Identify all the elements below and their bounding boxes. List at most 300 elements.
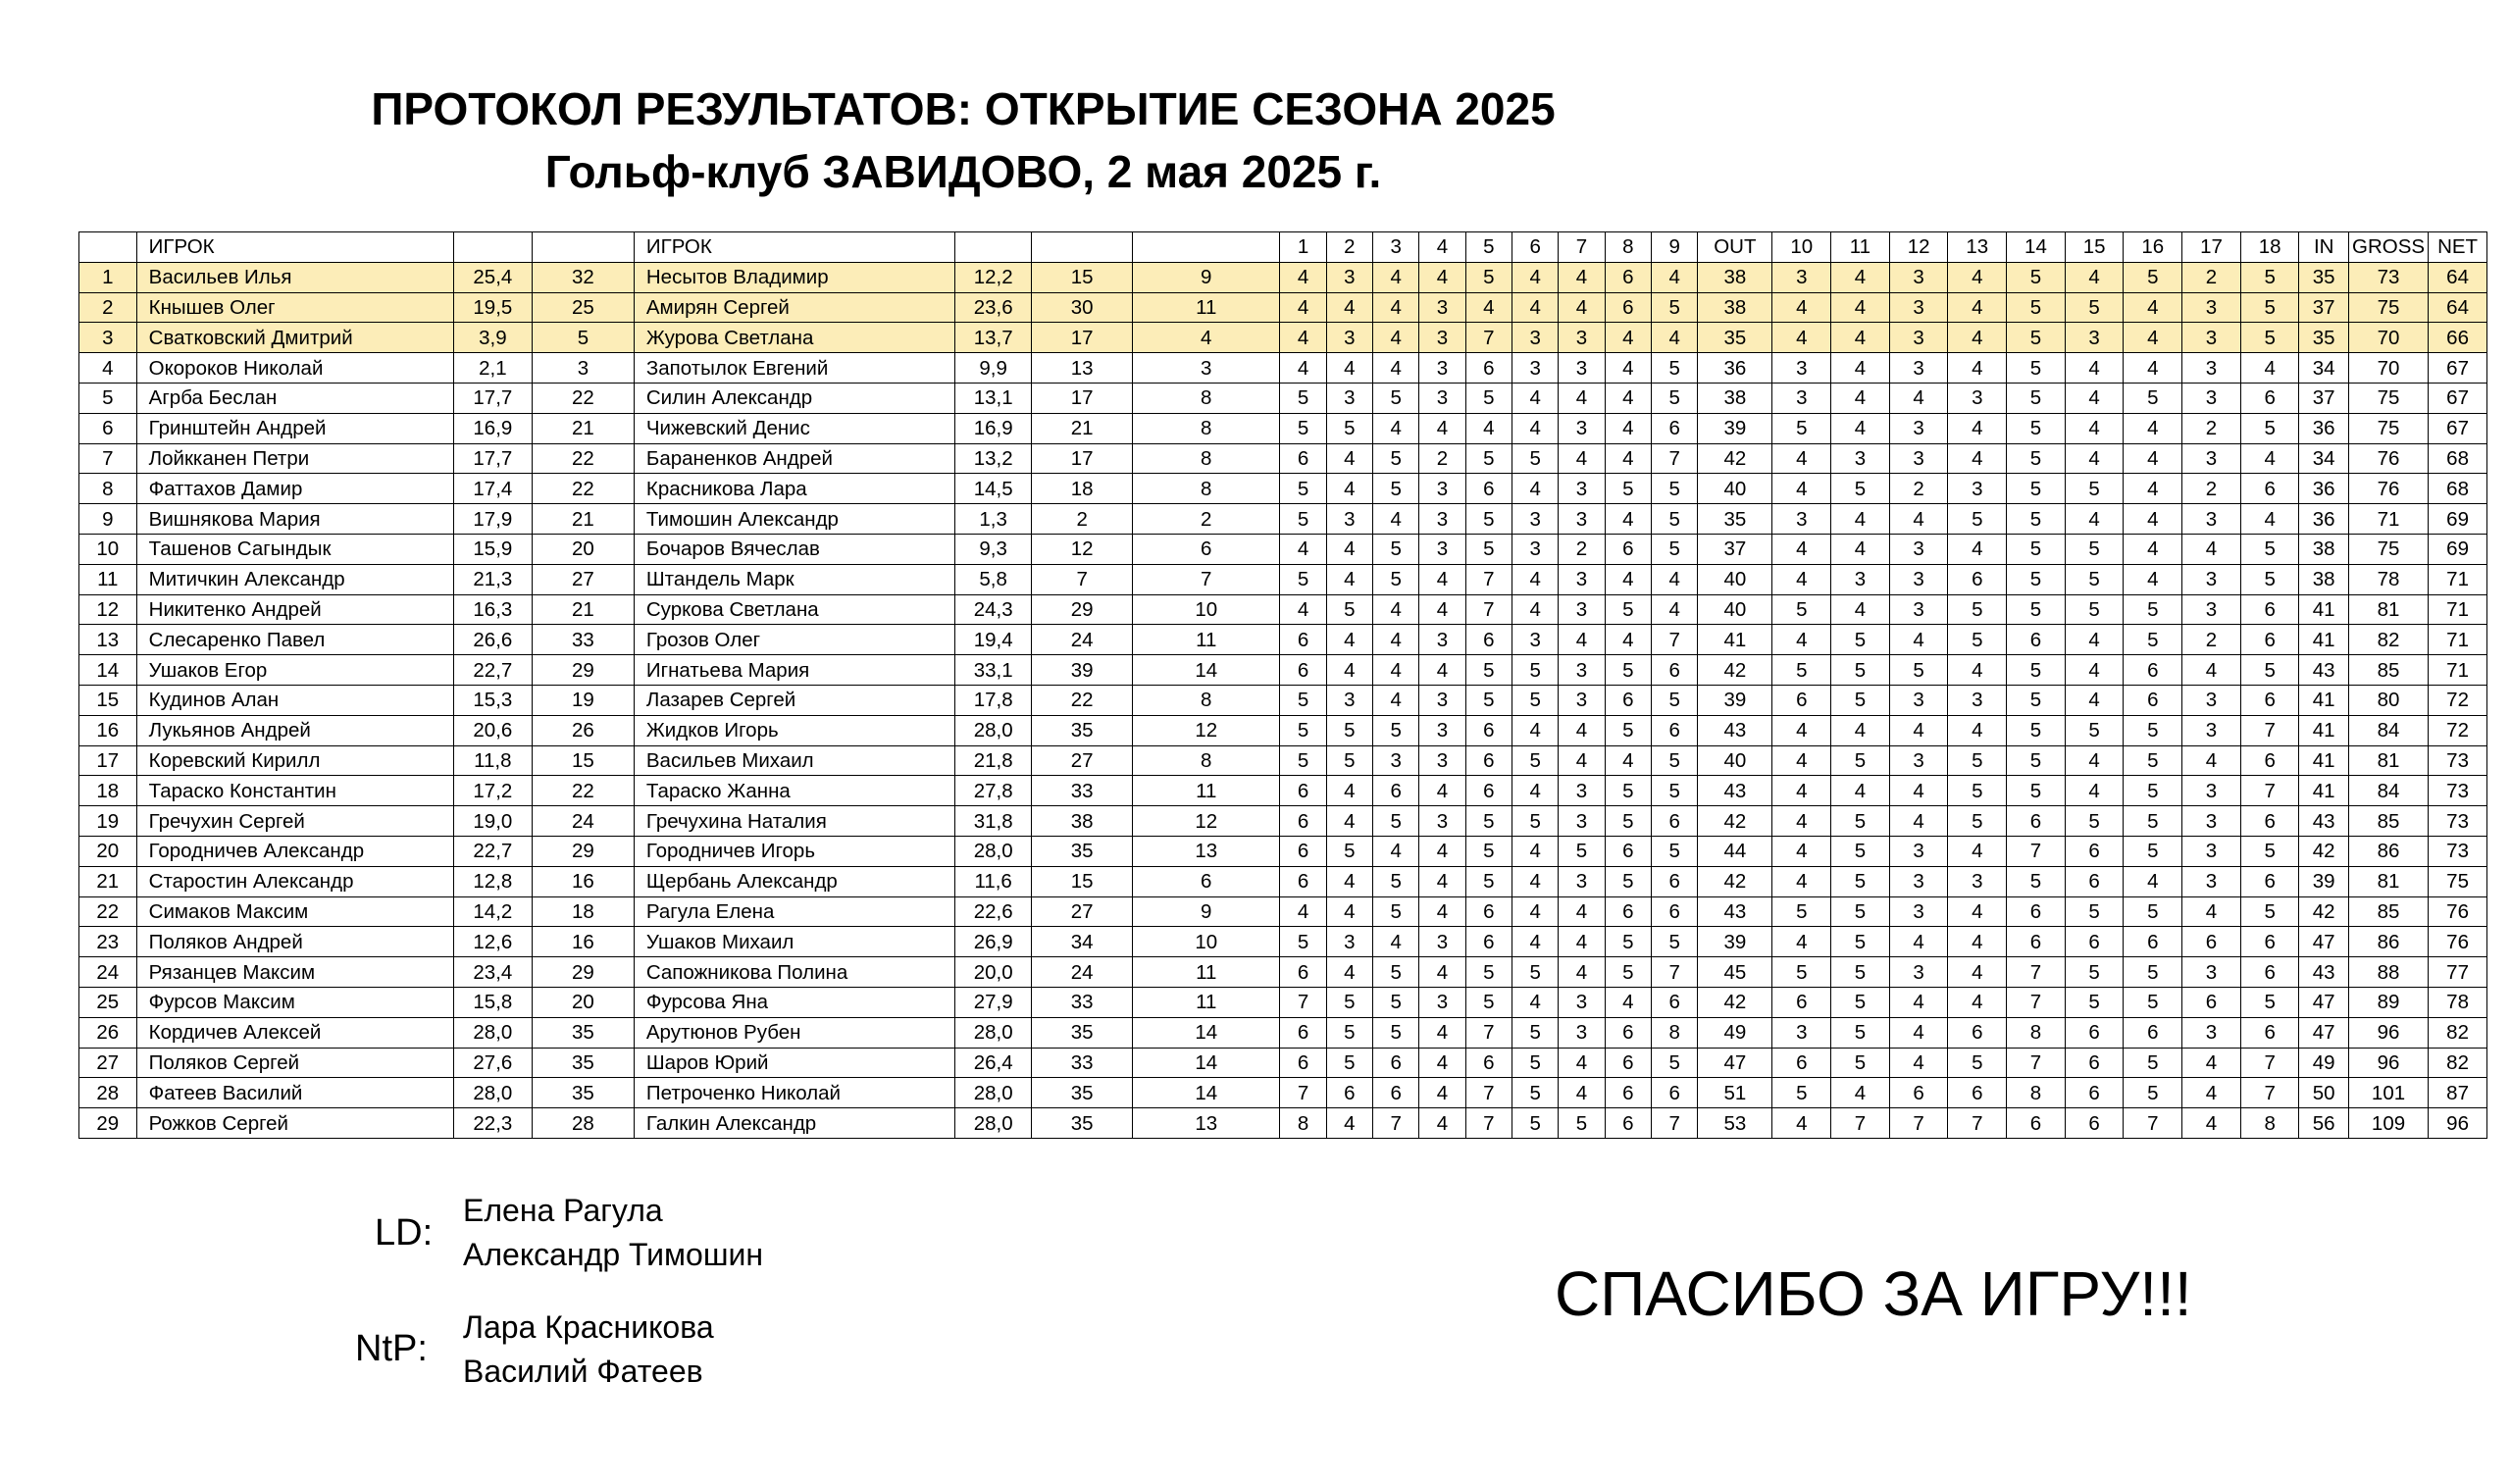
table-cell: 4 bbox=[1133, 323, 1280, 353]
table-cell: 4 bbox=[1512, 594, 1559, 625]
table-cell: 3 bbox=[1889, 534, 1948, 564]
table-cell: Фурсов Максим bbox=[136, 987, 453, 1017]
table-cell: 28,0 bbox=[955, 836, 1032, 866]
table-cell: 4 bbox=[1772, 836, 1831, 866]
table-cell: 5 bbox=[1605, 866, 1651, 896]
table-cell: 5 bbox=[1465, 443, 1512, 474]
table-cell: 27 bbox=[79, 1048, 137, 1078]
table-cell: 42 bbox=[1698, 987, 1772, 1017]
table-cell: 3 bbox=[2182, 806, 2241, 837]
table-cell: 6 bbox=[79, 413, 137, 443]
table-cell: 11 bbox=[1133, 957, 1280, 988]
table-cell: 6 bbox=[1889, 1078, 1948, 1108]
table-cell: 5 bbox=[2007, 504, 2066, 535]
table-cell: 7 bbox=[1280, 1078, 1326, 1108]
table-cell: 4 bbox=[1326, 474, 1372, 504]
table-cell: 4 bbox=[2124, 504, 2182, 535]
table-cell: 4 bbox=[1772, 323, 1831, 353]
table-row bbox=[79, 534, 2487, 564]
table-row bbox=[79, 896, 2487, 927]
table-cell: 4 bbox=[2240, 353, 2299, 384]
table-cell: 4 bbox=[1512, 715, 1559, 745]
table-cell: Амирян Сергей bbox=[634, 292, 954, 323]
table-cell: 5 bbox=[2124, 1078, 2182, 1108]
table-cell: 4 bbox=[1326, 292, 1372, 323]
table-cell: 5 bbox=[1465, 836, 1512, 866]
table-cell: 5 bbox=[1373, 1017, 1419, 1048]
table-cell: 4 bbox=[1512, 927, 1559, 957]
table-cell: 5 bbox=[1373, 957, 1419, 988]
table-cell: 5 bbox=[1280, 685, 1326, 715]
table-cell: 6 bbox=[2240, 806, 2299, 837]
table-cell: 3 bbox=[2182, 292, 2241, 323]
table-cell: 5 bbox=[1831, 745, 1890, 776]
table-cell: 5 bbox=[1465, 685, 1512, 715]
table-cell: Митичкин Александр bbox=[136, 564, 453, 594]
table-cell: 3 bbox=[2182, 866, 2241, 896]
column-header: 2 bbox=[1326, 232, 1372, 263]
column-header: NET bbox=[2429, 232, 2487, 263]
table-row bbox=[79, 1048, 2487, 1078]
table-cell: 4 bbox=[1419, 413, 1465, 443]
table-cell: 3 bbox=[2065, 323, 2124, 353]
table-cell: 5 bbox=[1651, 292, 1697, 323]
table-cell: 5 bbox=[1948, 594, 2007, 625]
table-cell: 17,4 bbox=[453, 474, 532, 504]
ld-label: LD: bbox=[375, 1212, 434, 1254]
table-cell: 22 bbox=[1032, 685, 1133, 715]
table-cell: 5 bbox=[1326, 745, 1372, 776]
column-header: GROSS bbox=[2348, 232, 2428, 263]
table-cell: 8 bbox=[1651, 1017, 1697, 1048]
table-cell: 4 bbox=[1512, 383, 1559, 413]
thank-you-message: СПАСИБО ЗА ИГРУ!!! bbox=[1555, 1258, 2192, 1329]
table-cell: 26,9 bbox=[955, 927, 1032, 957]
table-cell: 89 bbox=[2348, 987, 2428, 1017]
table-cell: 2 bbox=[1559, 534, 1605, 564]
table-cell: 29 bbox=[532, 957, 634, 988]
table-cell: 56 bbox=[2299, 1108, 2348, 1139]
table-cell: 4 bbox=[1512, 836, 1559, 866]
table-cell: 4 bbox=[1373, 413, 1419, 443]
table-cell: 5 bbox=[1280, 745, 1326, 776]
table-cell: 77 bbox=[2429, 957, 2487, 988]
table-cell: 3,9 bbox=[453, 323, 532, 353]
table-cell: 4 bbox=[1512, 292, 1559, 323]
table-cell: 3 bbox=[2182, 715, 2241, 745]
table-cell: 5 bbox=[1772, 594, 1831, 625]
table-cell: 9 bbox=[79, 504, 137, 535]
table-cell: 4 bbox=[1373, 262, 1419, 292]
table-cell: 5 bbox=[1831, 896, 1890, 927]
table-cell: 5 bbox=[1512, 655, 1559, 686]
table-cell: 6 bbox=[1948, 564, 2007, 594]
table-cell: 69 bbox=[2429, 534, 2487, 564]
table-cell: 2 bbox=[1419, 443, 1465, 474]
table-cell: 5 bbox=[2007, 564, 2066, 594]
table-cell: 4 bbox=[1419, 262, 1465, 292]
table-cell: 22,6 bbox=[955, 896, 1032, 927]
table-cell: 13 bbox=[1133, 1108, 1280, 1139]
table-cell: 5 bbox=[1465, 262, 1512, 292]
table-cell: 87 bbox=[2429, 1078, 2487, 1108]
table-cell: 47 bbox=[2299, 927, 2348, 957]
table-cell: 5 bbox=[1559, 1108, 1605, 1139]
table-cell: 16,9 bbox=[955, 413, 1032, 443]
table-cell: 6 bbox=[1373, 1048, 1419, 1078]
table-cell: 3 bbox=[1889, 866, 1948, 896]
table-cell: 4 bbox=[1889, 383, 1948, 413]
table-cell: 15 bbox=[532, 745, 634, 776]
table-cell: 3 bbox=[1772, 1017, 1831, 1048]
table-cell: 5 bbox=[2240, 836, 2299, 866]
table-cell: 81 bbox=[2348, 866, 2428, 896]
table-cell: 6 bbox=[1651, 1078, 1697, 1108]
table-cell: 6 bbox=[1605, 896, 1651, 927]
table-cell: 1 bbox=[79, 262, 137, 292]
column-header: 13 bbox=[1948, 232, 2007, 263]
table-cell: 5 bbox=[2065, 987, 2124, 1017]
table-cell: 6 bbox=[1465, 715, 1512, 745]
column-header: 3 bbox=[1373, 232, 1419, 263]
table-cell: 3 bbox=[1326, 504, 1372, 535]
table-cell: 22 bbox=[79, 896, 137, 927]
table-cell: Старостин Александр bbox=[136, 866, 453, 896]
table-cell: 70 bbox=[2348, 353, 2428, 384]
table-cell: 38 bbox=[1698, 383, 1772, 413]
table-cell: Поляков Сергей bbox=[136, 1048, 453, 1078]
table-cell: Ушаков Егор bbox=[136, 655, 453, 686]
table-cell: 41 bbox=[2299, 685, 2348, 715]
table-row bbox=[79, 715, 2487, 745]
table-cell: 41 bbox=[2299, 745, 2348, 776]
table-cell: 5 bbox=[2124, 715, 2182, 745]
table-cell: 8 bbox=[1133, 474, 1280, 504]
table-cell: 4 bbox=[1326, 896, 1372, 927]
table-cell: 5 bbox=[1948, 625, 2007, 655]
table-cell: 71 bbox=[2429, 625, 2487, 655]
table-cell: Васильев Михаил bbox=[634, 745, 954, 776]
table-cell: 5 bbox=[2007, 866, 2066, 896]
table-cell: 4 bbox=[1326, 443, 1372, 474]
table-cell: 5 bbox=[1651, 504, 1697, 535]
table-cell: 8 bbox=[1133, 383, 1280, 413]
table-cell: 19 bbox=[79, 806, 137, 837]
table-cell: 22 bbox=[532, 776, 634, 806]
table-cell: 3 bbox=[79, 323, 137, 353]
table-row bbox=[79, 443, 2487, 474]
table-cell: 40 bbox=[1698, 745, 1772, 776]
table-cell: 5 bbox=[1651, 745, 1697, 776]
table-cell: 4 bbox=[1948, 262, 2007, 292]
table-cell: 7 bbox=[1465, 323, 1512, 353]
table-cell: 14 bbox=[1133, 1048, 1280, 1078]
table-cell: 14 bbox=[1133, 655, 1280, 686]
table-cell: 3 bbox=[1772, 262, 1831, 292]
table-cell: 5 bbox=[1465, 383, 1512, 413]
ntp-winner: Лара Красникова bbox=[463, 1309, 714, 1345]
table-cell: 33 bbox=[1032, 1048, 1133, 1078]
table-cell: 5 bbox=[2007, 534, 2066, 564]
table-cell: 21 bbox=[1032, 413, 1133, 443]
table-cell: 4 bbox=[1280, 896, 1326, 927]
table-cell: 4 bbox=[2182, 1108, 2241, 1139]
table-cell: 96 bbox=[2429, 1108, 2487, 1139]
table-cell: 4 bbox=[1419, 655, 1465, 686]
table-cell: 5 bbox=[2240, 564, 2299, 594]
table-cell: 72 bbox=[2429, 715, 2487, 745]
table-cell: 11,8 bbox=[453, 745, 532, 776]
table-cell: 39 bbox=[1698, 413, 1772, 443]
table-cell: 4 bbox=[1326, 564, 1372, 594]
table-cell: 35 bbox=[1032, 1108, 1133, 1139]
table-cell: 4 bbox=[1772, 474, 1831, 504]
table-cell: 6 bbox=[1651, 987, 1697, 1017]
table-cell: 7 bbox=[1651, 957, 1697, 988]
table-cell: 6 bbox=[1605, 1078, 1651, 1108]
table-cell: 68 bbox=[2429, 474, 2487, 504]
table-cell: 3 bbox=[1419, 353, 1465, 384]
table-cell: 4 bbox=[1280, 262, 1326, 292]
table-cell: 12 bbox=[1032, 534, 1133, 564]
table-cell: 4 bbox=[1651, 594, 1697, 625]
table-cell: 9,9 bbox=[955, 353, 1032, 384]
table-cell: 16 bbox=[79, 715, 137, 745]
table-cell: 24 bbox=[1032, 957, 1133, 988]
ld-winner: Елена Рагула bbox=[463, 1193, 663, 1228]
table-cell: 6 bbox=[1326, 1078, 1372, 1108]
table-cell: 3 bbox=[2182, 443, 2241, 474]
table-cell: 4 bbox=[1326, 655, 1372, 686]
table-row bbox=[79, 987, 2487, 1017]
table-cell: 7 bbox=[1948, 1108, 2007, 1139]
table-cell: 39 bbox=[2299, 866, 2348, 896]
table-cell: 4 bbox=[1831, 353, 1890, 384]
table-cell: 3 bbox=[1889, 836, 1948, 866]
table-cell: 6 bbox=[1465, 353, 1512, 384]
table-cell: Кнышев Олег bbox=[136, 292, 453, 323]
table-cell: 6 bbox=[2240, 866, 2299, 896]
table-cell: 5 bbox=[1512, 806, 1559, 837]
table-cell: 6 bbox=[1651, 655, 1697, 686]
table-cell: 3 bbox=[1373, 745, 1419, 776]
table-cell: Лойкканен Петри bbox=[136, 443, 453, 474]
table-cell: 4 bbox=[1948, 292, 2007, 323]
table-cell: 4 bbox=[2240, 443, 2299, 474]
table-cell: Кудинов Алан bbox=[136, 685, 453, 715]
table-cell: 86 bbox=[2348, 927, 2428, 957]
table-cell: 4 bbox=[1559, 383, 1605, 413]
table-cell: 5 bbox=[1512, 685, 1559, 715]
table-cell: 4 bbox=[1373, 685, 1419, 715]
table-cell: 5 bbox=[2240, 292, 2299, 323]
table-cell: 28,0 bbox=[955, 715, 1032, 745]
table-cell: 3 bbox=[1512, 323, 1559, 353]
table-cell: 3 bbox=[1889, 292, 1948, 323]
table-cell: 5 bbox=[1512, 745, 1559, 776]
column-header bbox=[532, 232, 634, 263]
table-cell: 18 bbox=[79, 776, 137, 806]
table-cell: 33 bbox=[1032, 987, 1133, 1017]
table-cell: Фурсова Яна bbox=[634, 987, 954, 1017]
table-cell: 4 bbox=[1326, 353, 1372, 384]
table-cell: 3 bbox=[1326, 685, 1372, 715]
table-cell: 4 bbox=[1559, 625, 1605, 655]
table-cell: 2 bbox=[1889, 474, 1948, 504]
table-cell: 19,4 bbox=[955, 625, 1032, 655]
table-cell: 5 bbox=[1831, 1048, 1890, 1078]
table-cell: 21 bbox=[79, 866, 137, 896]
table-cell: 5 bbox=[1605, 957, 1651, 988]
table-row bbox=[79, 806, 2487, 837]
table-cell: 4 bbox=[2065, 685, 2124, 715]
table-cell: 5 bbox=[1280, 413, 1326, 443]
table-cell: 4 bbox=[1772, 866, 1831, 896]
table-cell: 6 bbox=[2240, 594, 2299, 625]
table-cell: 5 bbox=[1605, 655, 1651, 686]
table-cell: 6 bbox=[1280, 655, 1326, 686]
table-cell: 13,2 bbox=[955, 443, 1032, 474]
table-cell: 4 bbox=[1772, 534, 1831, 564]
table-cell: 20 bbox=[532, 534, 634, 564]
table-cell: 17,9 bbox=[453, 504, 532, 535]
table-cell: 3 bbox=[1326, 262, 1372, 292]
table-cell: 67 bbox=[2429, 413, 2487, 443]
table-cell: 5 bbox=[1651, 474, 1697, 504]
table-cell: 5 bbox=[1326, 1048, 1372, 1078]
table-cell: 9 bbox=[1133, 262, 1280, 292]
table-cell: 7 bbox=[1465, 594, 1512, 625]
table-cell: 80 bbox=[2348, 685, 2428, 715]
table-row bbox=[79, 1078, 2487, 1108]
table-cell: 3 bbox=[1559, 866, 1605, 896]
table-cell: 5 bbox=[2124, 594, 2182, 625]
table-cell: Суркова Светлана bbox=[634, 594, 954, 625]
table-cell: Гринштейн Андрей bbox=[136, 413, 453, 443]
table-cell: 6 bbox=[1465, 745, 1512, 776]
table-header-row bbox=[79, 232, 2487, 263]
table-cell: 13 bbox=[1133, 836, 1280, 866]
table-cell: 10 bbox=[79, 534, 137, 564]
table-cell: 7 bbox=[1465, 1108, 1512, 1139]
table-cell: 4 bbox=[1419, 836, 1465, 866]
table-row bbox=[79, 262, 2487, 292]
table-row bbox=[79, 745, 2487, 776]
table-cell: 4 bbox=[2065, 655, 2124, 686]
table-cell: 5 bbox=[1512, 1078, 1559, 1108]
table-cell: Фатеев Василий bbox=[136, 1078, 453, 1108]
table-cell: 4 bbox=[1559, 715, 1605, 745]
table-cell: 88 bbox=[2348, 957, 2428, 988]
table-cell: 6 bbox=[2240, 383, 2299, 413]
results-table bbox=[78, 231, 2487, 1139]
table-cell: 5 bbox=[1559, 836, 1605, 866]
table-cell: 5 bbox=[2065, 474, 2124, 504]
table-cell: 3 bbox=[1559, 564, 1605, 594]
table-cell: 4 bbox=[1831, 383, 1890, 413]
table-cell: 4 bbox=[1605, 987, 1651, 1017]
table-cell: 21 bbox=[532, 413, 634, 443]
table-row bbox=[79, 353, 2487, 384]
table-cell: 5 bbox=[1772, 655, 1831, 686]
table-cell: 4 bbox=[2124, 353, 2182, 384]
table-cell: 5 bbox=[1373, 474, 1419, 504]
table-cell: 27 bbox=[1032, 745, 1133, 776]
table-cell: 42 bbox=[2299, 896, 2348, 927]
table-cell: 4 bbox=[1772, 1108, 1831, 1139]
table-cell: 21 bbox=[532, 504, 634, 535]
table-cell: 11 bbox=[1133, 776, 1280, 806]
table-cell: 2,1 bbox=[453, 353, 532, 384]
table-cell: 5 bbox=[1373, 383, 1419, 413]
table-cell: 4 bbox=[1651, 564, 1697, 594]
table-cell: 7 bbox=[1133, 564, 1280, 594]
table-cell: 5 bbox=[1772, 1078, 1831, 1108]
page-subtitle: Гольф-клуб ЗАВИДОВО, 2 мая 2025 г. bbox=[544, 146, 1382, 197]
table-cell: 9 bbox=[1133, 896, 1280, 927]
table-cell: 5 bbox=[1605, 776, 1651, 806]
column-header: IN bbox=[2299, 232, 2348, 263]
table-cell: 5 bbox=[2124, 745, 2182, 776]
table-cell: 35 bbox=[1698, 323, 1772, 353]
table-cell: 6 bbox=[1465, 625, 1512, 655]
table-cell: 5 bbox=[1651, 1048, 1697, 1078]
table-cell: 5 bbox=[2065, 534, 2124, 564]
table-cell: 6 bbox=[1651, 806, 1697, 837]
table-row bbox=[79, 594, 2487, 625]
table-cell: 4 bbox=[1605, 413, 1651, 443]
table-cell: 3 bbox=[1889, 353, 1948, 384]
table-cell: 3 bbox=[1772, 383, 1831, 413]
table-cell: 5 bbox=[2124, 836, 2182, 866]
table-cell: Рагула Елена bbox=[634, 896, 954, 927]
table-cell: Грозов Олег bbox=[634, 625, 954, 655]
table-cell: 15,3 bbox=[453, 685, 532, 715]
table-cell: 29 bbox=[79, 1108, 137, 1139]
table-cell: 47 bbox=[2299, 987, 2348, 1017]
table-cell: 84 bbox=[2348, 776, 2428, 806]
table-cell: 2 bbox=[2182, 413, 2241, 443]
table-cell: 5 bbox=[2065, 806, 2124, 837]
table-cell: 5 bbox=[2240, 534, 2299, 564]
table-row bbox=[79, 836, 2487, 866]
table-cell: 5 bbox=[79, 383, 137, 413]
table-cell: 4 bbox=[2124, 292, 2182, 323]
table-cell: 6 bbox=[2007, 806, 2066, 837]
table-cell: 34 bbox=[2299, 353, 2348, 384]
table-cell: 4 bbox=[1559, 1048, 1605, 1078]
column-header: ИГРОК bbox=[634, 232, 954, 263]
table-cell: 4 bbox=[1465, 413, 1512, 443]
table-cell: 6 bbox=[1280, 443, 1326, 474]
table-cell: 35 bbox=[2299, 262, 2348, 292]
table-cell: 4 bbox=[1605, 625, 1651, 655]
table-cell: 37 bbox=[1698, 534, 1772, 564]
table-cell: 4 bbox=[1419, 1017, 1465, 1048]
table-cell: 73 bbox=[2429, 745, 2487, 776]
table-cell: 3 bbox=[1889, 443, 1948, 474]
table-cell: 5 bbox=[1373, 534, 1419, 564]
ntp-winner: Василий Фатеев bbox=[463, 1354, 703, 1389]
table-cell: Вишнякова Мария bbox=[136, 504, 453, 535]
column-header: 14 bbox=[2007, 232, 2066, 263]
table-cell: 4 bbox=[1326, 866, 1372, 896]
table-cell: 7 bbox=[1373, 1108, 1419, 1139]
table-cell: Шаров Юрий bbox=[634, 1048, 954, 1078]
table-cell: 36 bbox=[2299, 413, 2348, 443]
table-cell: 6 bbox=[2124, 927, 2182, 957]
table-cell: 4 bbox=[1419, 776, 1465, 806]
